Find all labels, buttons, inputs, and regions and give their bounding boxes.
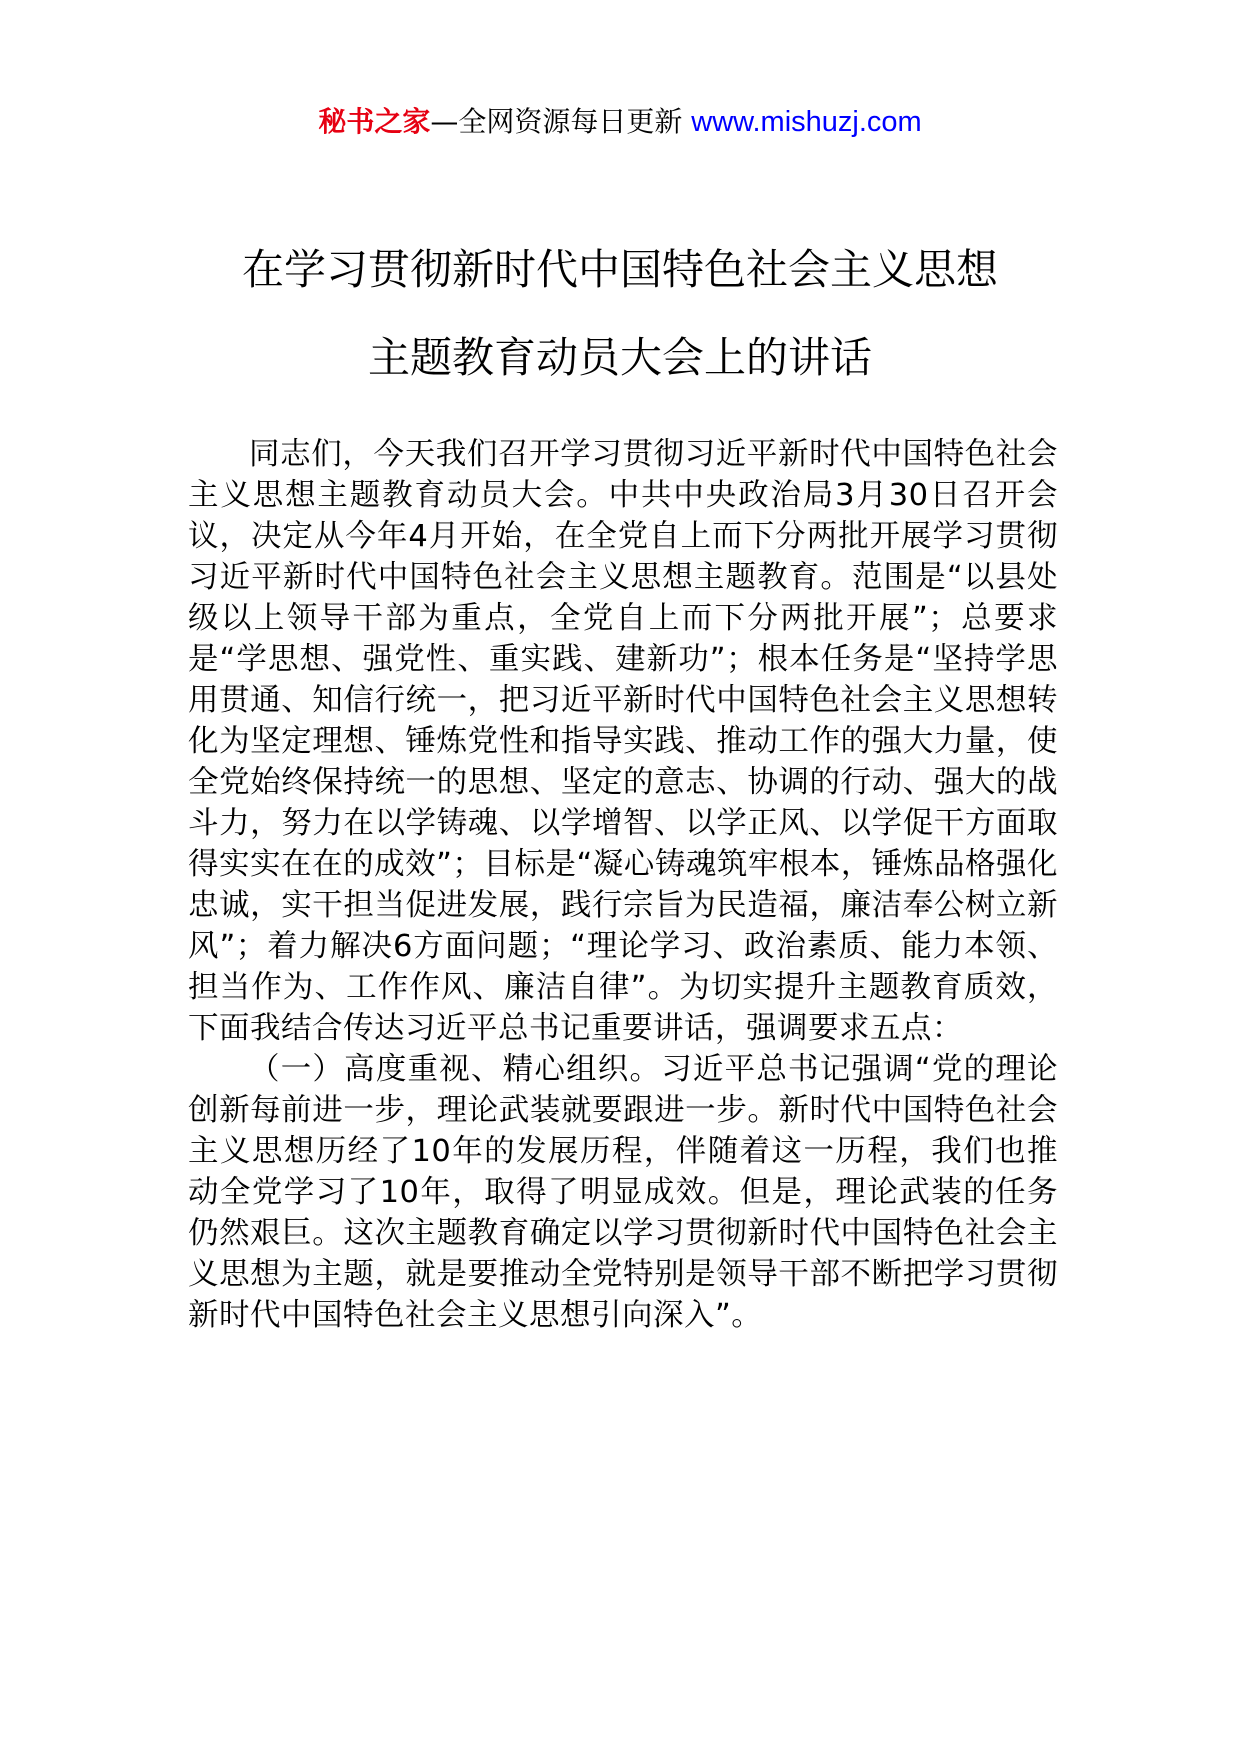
paragraph-section-1: （一）高度重视、精心组织。习近平总书记强调“党的理论创新每前进一步，理论武装就要跟进一步。新时代中国特色社会主义思想历经了10年的发展历程，伴随着这一历程，我们也推动全党学习了10年，取得了明显成效。但是，理论武装的任务仍然艰巨。这次主题教育确定以学习贯彻新时代中国特色社会主义思想为主题，就是要推动全党特别是领导干部不断把学习贯彻新时代中国特色社会主义思想引向深入”。 (188, 1052, 1058, 1333)
document-body (188, 434, 1058, 1336)
title-line-2: 主题教育动员大会上的讲话 (367, 333, 872, 383)
header-slogan: —全网资源每日更新 (430, 105, 683, 138)
site-header (0, 100, 1240, 144)
paragraph-intro: 同志们，今天我们召开学习贯彻习近平新时代中国特色社会主义思想主题教育动员大会。中共中央政治局3月30日召开会议，决定从今年4月开始，在全党自上而下分两批开展学习贯彻习近平新时代中国特色社会主义思想主题教育。范围是“以县处级以上领导干部为重点，全党自上而下分两批开展”；总要求是“学思想、强党性、重实践、建新功”；根本任务是“坚持学思用贯通、知信行统一，把习近平新时代中国特色社会主义思想转化为坚定理想、锤炼党性和指导实践、推动工作的强大力量，使全党始终保持统一的思想、坚定的意志、协调的行动、强大的战斗力，努力在以学铸魂、以学增智、以学正风、以学促干方面取得实实在在的成效”；目标是“凝心铸魂筑牢根本，锤炼品格强化忠诚，实干担当促进发展，践行宗旨为民造福，廉洁奉公树立新风”；着力解决6方面问题；“理论学习、政治素质、能力本领、担当作为、工作作风、廉洁自律”。为切实提升主题教育质效，下面我结合传达习近平总书记重要讲话，强调要求五点： (188, 437, 1058, 1046)
document-title (150, 226, 1090, 402)
brand-name: 秘书之家 (318, 105, 431, 138)
site-url-link[interactable]: www.mishuzj.com (691, 106, 922, 138)
title-line-1: 在学习贯彻新时代中国特色社会主义思想 (241, 245, 998, 295)
